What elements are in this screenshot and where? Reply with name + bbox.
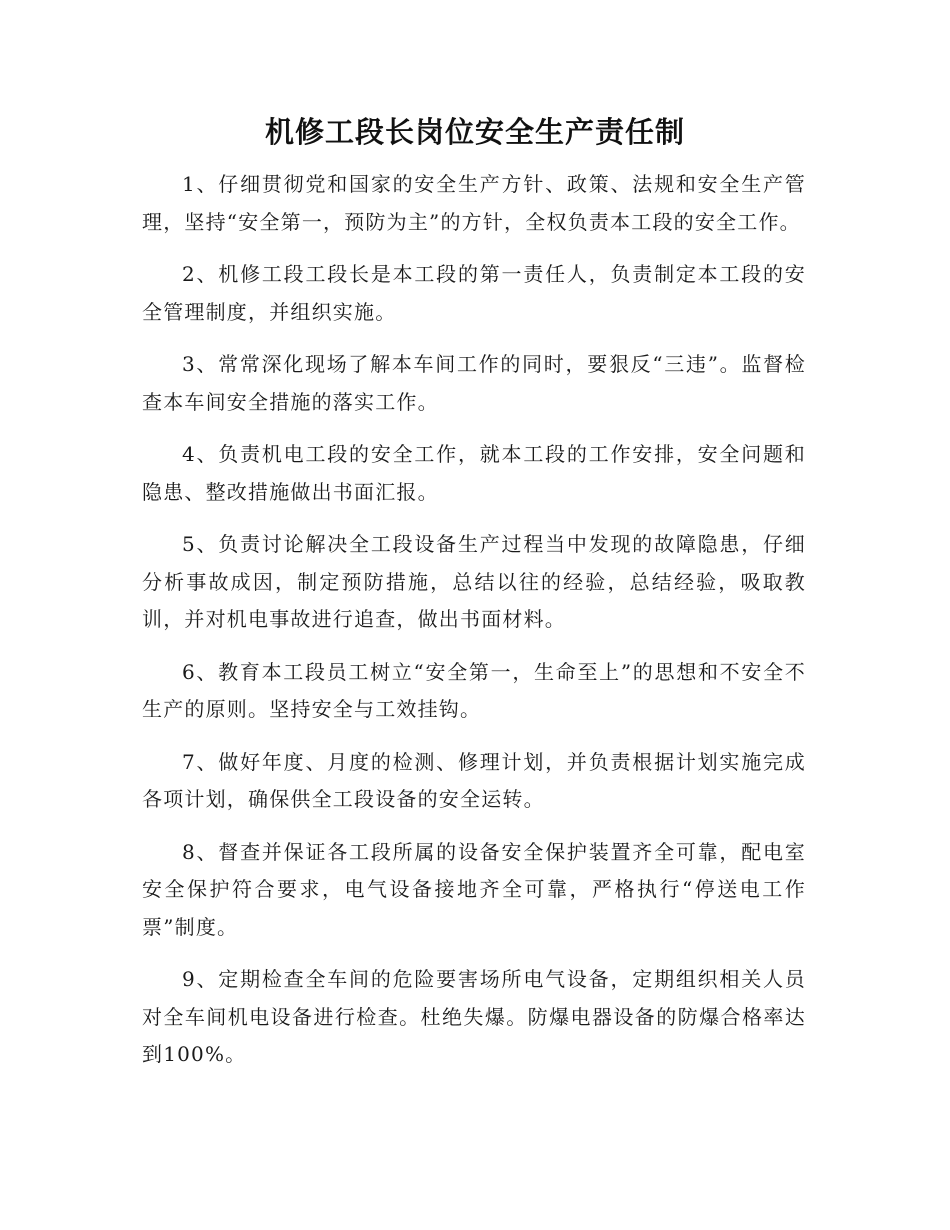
paragraph-9: 9、定期检查全车间的危险要害场所电气设备，定期组织相关人员对全车间机电设备进行检查。杜绝失爆。防爆电器设备的防爆合格率达到100%。 [142,967,806,1066]
paragraph-2: 2、机修工段工段长是本工段的第一责任人，负责制定本工段的安全管理制度，并组织实施。 [142,262,806,324]
paragraph-1: 1、仔细贯彻党和国家的安全生产方针、政策、法规和安全生产管理，坚持“安全第一，预防为主”的方针，全权负责本工段的安全工作。 [142,172,806,234]
paragraph-6: 6、教育本工段员工树立“安全第一，生命至上”的思想和不安全不生产的原则。坚持安全与工效挂钩。 [142,659,806,721]
paragraph-8: 8、督查并保证各工段所属的设备安全保护装置齐全可靠，配电室安全保护符合要求，电气设备接地齐全可靠，严格执行“停送电工作票”制度。 [142,839,806,939]
paragraph-5: 5、负责讨论解决全工段设备生产过程当中发现的故障隐患，仔细分析事故成因，制定预防措施，总结以往的经验，总结经验，吸取教训，并对机电事故进行追查，做出书面材料。 [142,532,806,631]
paragraph-4: 4、负责机电工段的安全工作，就本工段的工作安排，安全问题和隐患、整改措施做出书面汇报。 [142,442,806,504]
document-body [142,166,806,1089]
paragraph-3: 3、常常深化现场了解本车间工作的同时，要狠反“三违”。监督检查本车间安全措施的落实工作。 [142,352,806,414]
paragraph-7: 7、做好年度、月度的检测、修理计划，并负责根据计划实施完成各项计划，确保供全工段设备的安全运转。 [142,749,806,811]
document-title: 机修工段长岗位安全生产责任制 [264,115,685,149]
